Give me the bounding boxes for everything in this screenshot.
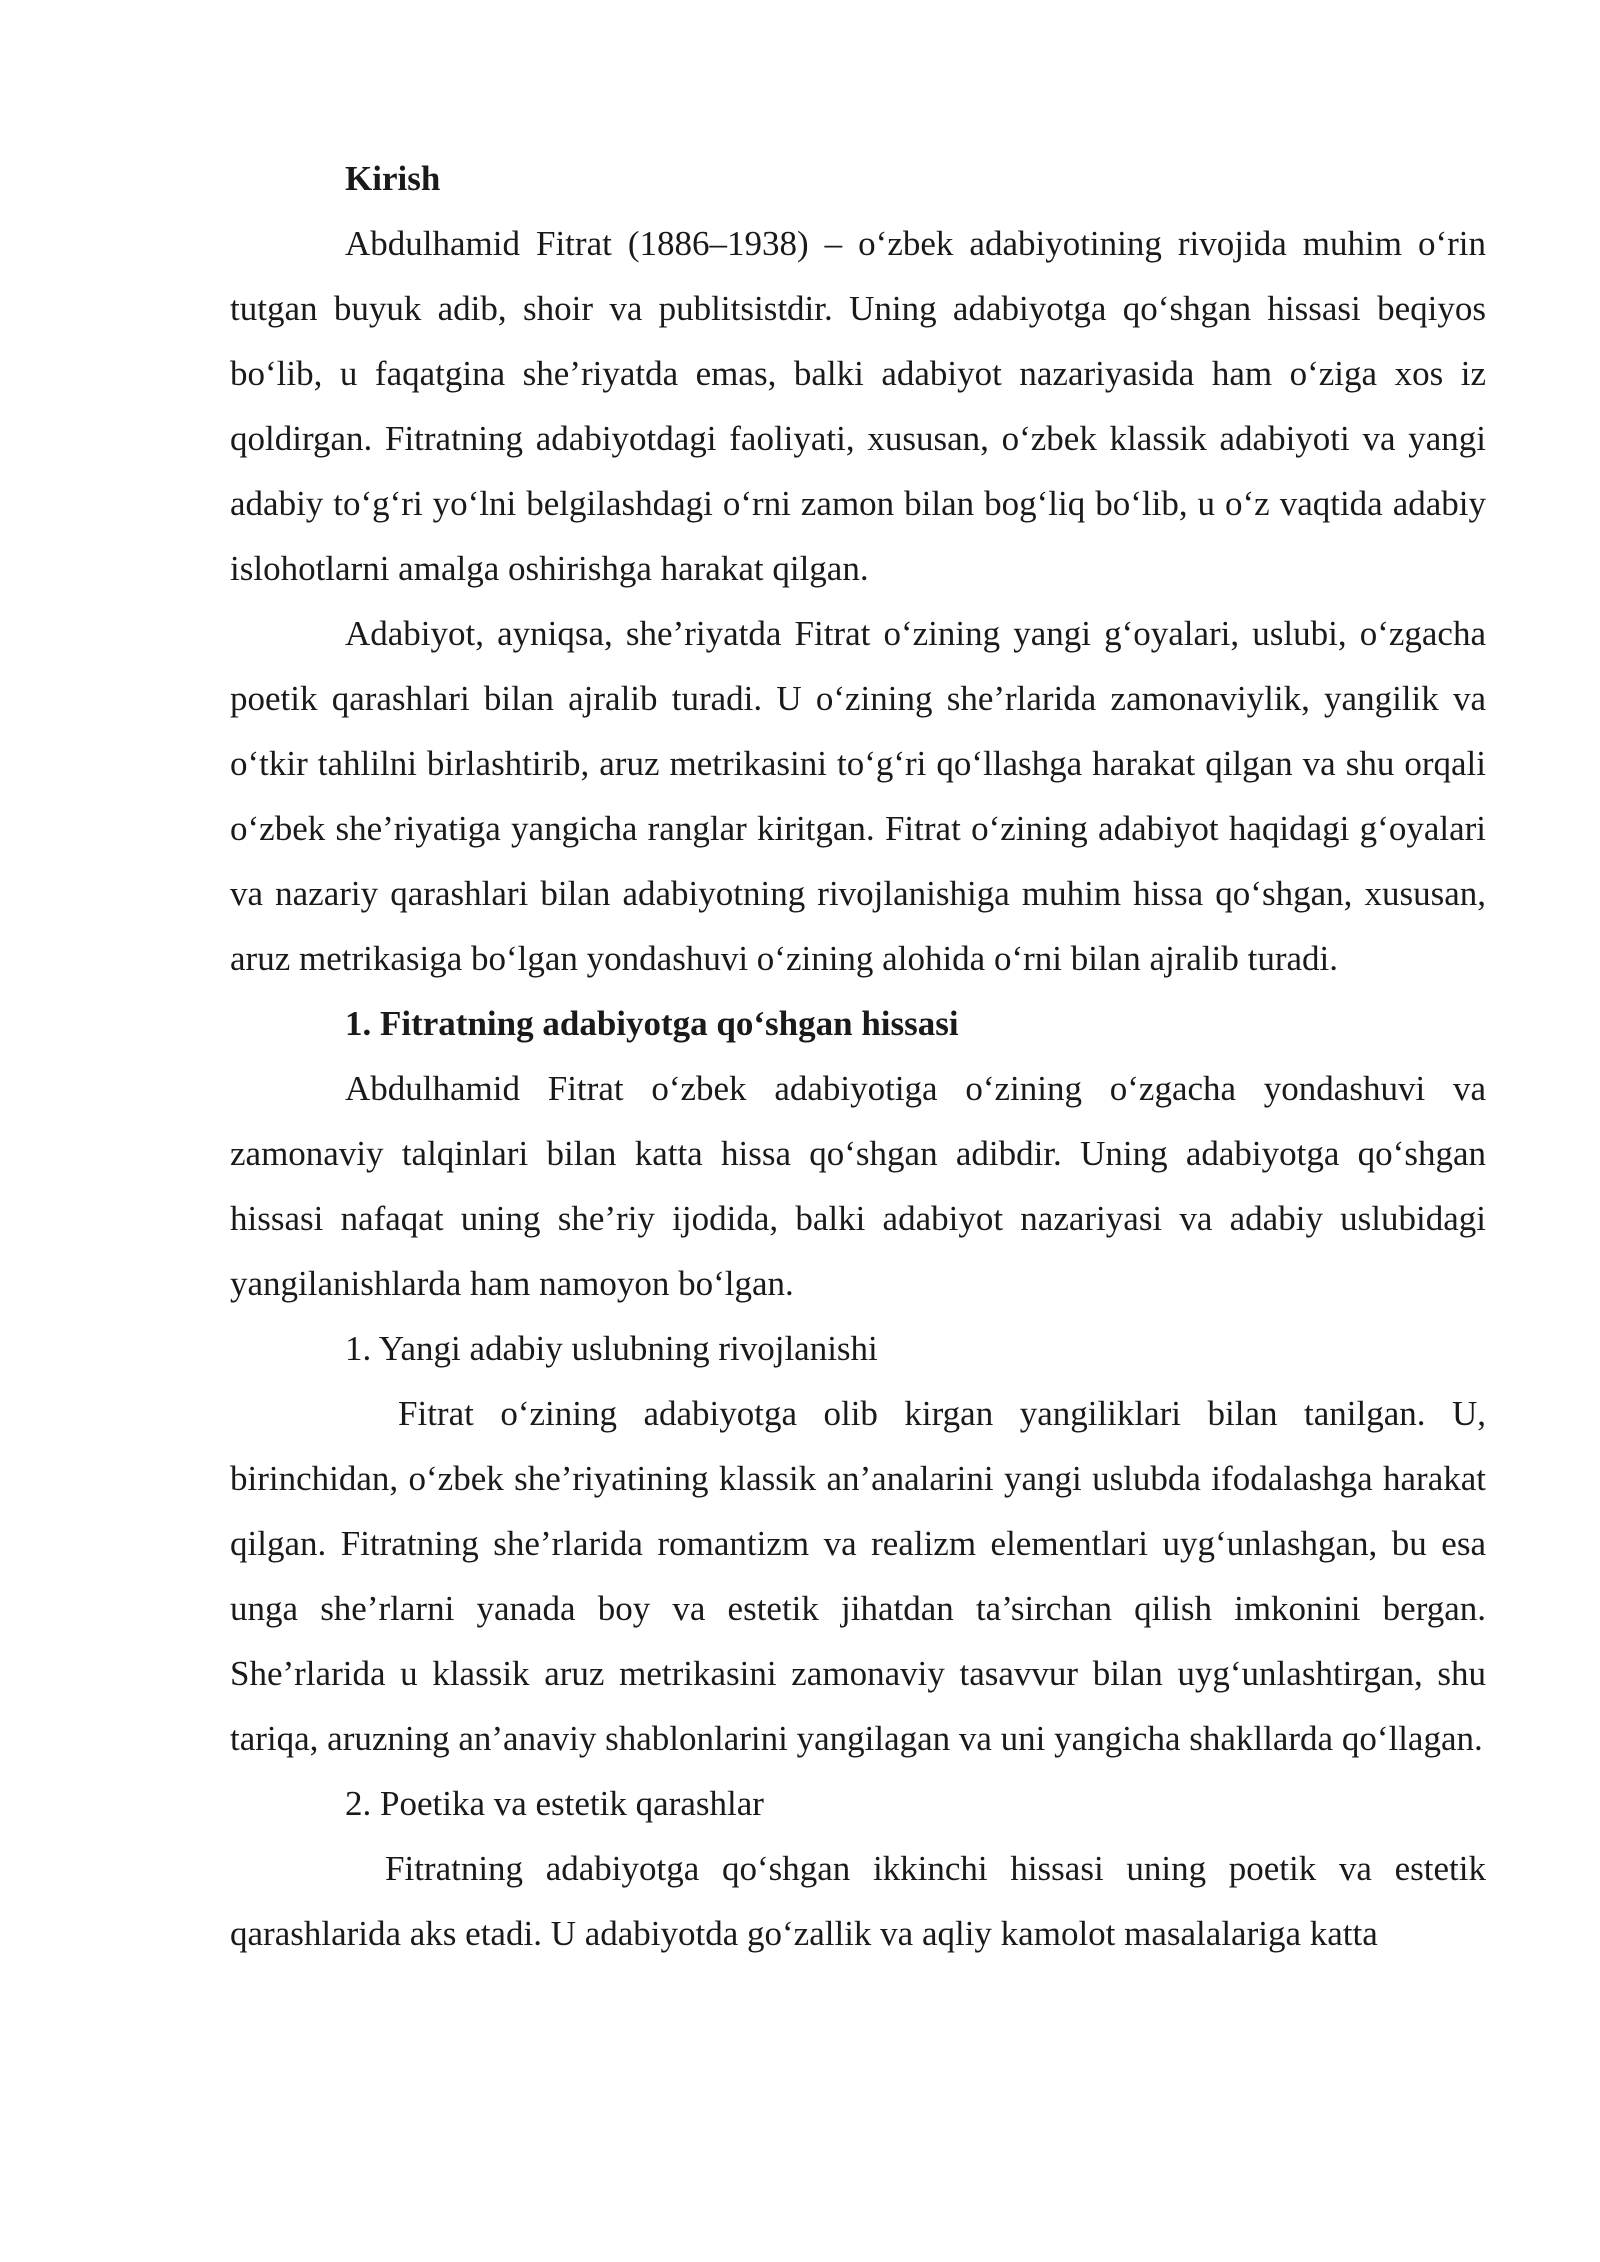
intro-paragraph-2: Adabiyot, ayniqsa, she’riyatda Fitrat o‘zining yangi g‘oyalari, uslubi, o‘zgacha poetik qarashlari bilan ajralib turadi. U o‘zining she’rlarida zamonaviylik, yangilik va o‘tkir tahlilni birlashtirib, aruz metrikasini to‘g‘ri qo‘llashga harakat qilgan va shu orqali o‘zbek she’riyatiga yangicha ranglar kiritgan. Fitrat o‘zining adabiyot haqidagi g‘oyalari va nazariy qarashlari bilan adabiyotning rivojlanishiga muhim hissa qo‘shgan, xususan, aruz metrikasiga bo‘lgan yondashuvi o‘zining alohida o‘rni bilan ajralib turadi. (230, 614, 1486, 978)
intro-paragraph-1: Abdulhamid Fitrat (1886–1938) – o‘zbek adabiyotining rivojida muhim o‘rin tutgan buyuk adib, shoir va publitsistdir. Uning adabiyotga qo‘shgan hissasi beqiyos bo‘lib, u faqatgina she’riyatda emas, balki adabiyot nazariyasida ham o‘ziga xos iz qoldirgan. Fitratning adabiyotdagi faoliyati, xususan, o‘zbek klassik adabiyoti va yangi adabiy to‘g‘ri yo‘lni belgilashdagi o‘rni zamon bilan bog‘liq bo‘lib, u o‘z vaqtida adabiy islohotlarni amalga oshirishga harakat qilgan. (230, 224, 1486, 588)
subsection-2-paragraph: Fitratning adabiyotga qo‘shgan ikkinchi hissasi uning poetik va estetik qarashlarida aks etadi. U adabiyotda go‘zallik va aqliy kamolot masalalariga katta (230, 1849, 1486, 1953)
subsection-1-paragraph: Fitrat o‘zining adabiyotga olib kirgan yangiliklari bilan tanilgan. U, birinchidan, o‘zbek she’riyatining klassik an’analarini yangi uslubda ifodalashga harakat qilgan. Fitratning she’rlarida romantizm va realizm elementlari uyg‘unlashgan, bu esa unga she’rlarni yanada boy va estetik jihatdan ta’sirchan qilish imkonini bergan. She’rlarida u klassik aruz metrikasini zamonaviy tasavvur bilan uyg‘unlashtirgan, shu tariqa, aruzning an’anaviy shablonlarini yangilagan va uni yangicha shakllarda qo‘llagan. (230, 1394, 1486, 1758)
subsection-1-heading: 1. Yangi adabiy uslubning rivojlanishi (345, 1329, 878, 1368)
intro-heading: Kirish (345, 159, 441, 198)
section-1-paragraph: Abdulhamid Fitrat o‘zbek adabiyotiga o‘zining o‘zgacha yondashuvi va zamonaviy talqinlari bilan katta hissa qo‘shgan adibdir. Uning adabiyotga qo‘shgan hissasi nafaqat uning she’riy ijodida, balki adabiyot nazariyasi va adabiy uslubidagi yangilanishlarda ham namoyon bo‘lgan. (230, 1069, 1486, 1303)
document-body (230, 146, 1486, 1966)
subsection-2-heading: 2. Poetika va estetik qarashlar (345, 1784, 764, 1823)
section-1-heading: 1. Fitratning adabiyotga qo‘shgan hissasi (345, 1004, 959, 1043)
